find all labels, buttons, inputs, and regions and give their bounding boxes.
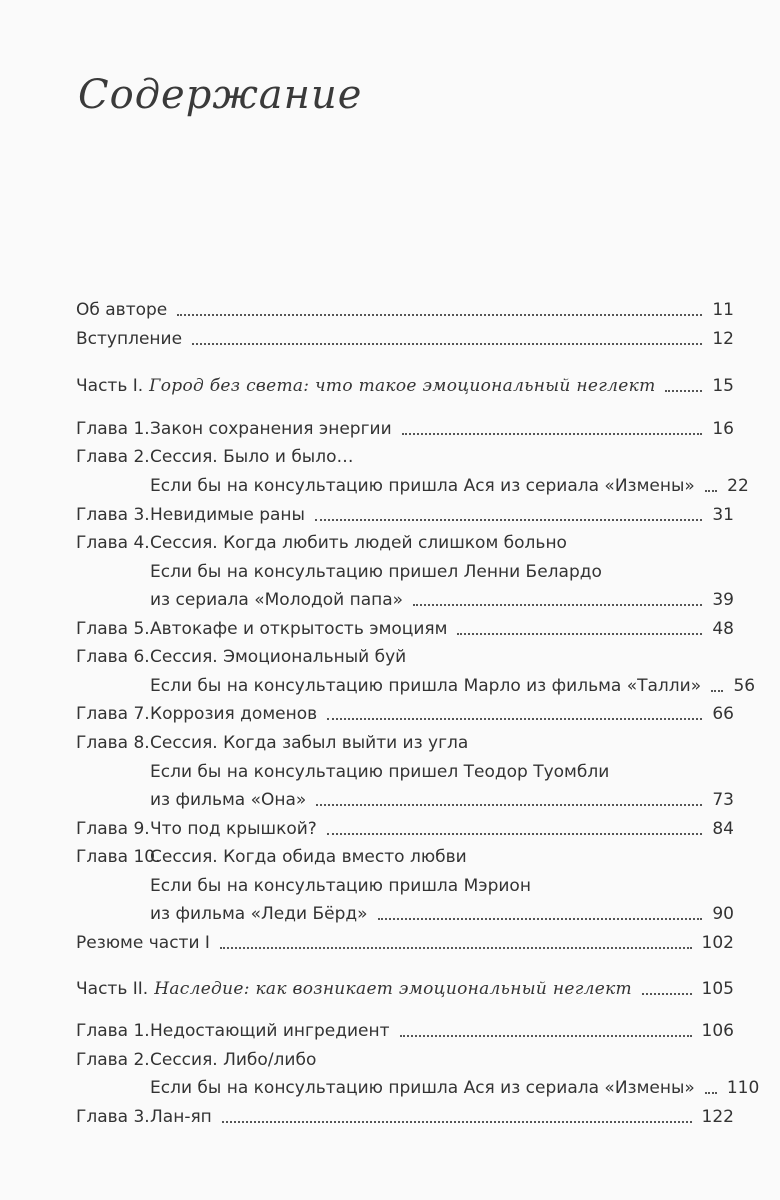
toc-entry-intro[interactable] <box>76 325 734 353</box>
leader-dots <box>642 993 692 995</box>
chapter-label: Глава 6. <box>76 647 150 667</box>
toc-chapter-1-4[interactable] <box>76 529 734 557</box>
toc-chapter-1-4-cont2[interactable] <box>76 586 734 614</box>
page-number: 48 <box>712 619 734 639</box>
toc-chapter-1-3[interactable] <box>76 501 734 529</box>
toc-chapter-1-10[interactable] <box>76 843 734 871</box>
toc-part-1[interactable] <box>76 372 734 400</box>
toc-chapter-1-8[interactable] <box>76 729 734 757</box>
page-title: Содержание <box>78 72 363 118</box>
leader-dots <box>400 1035 692 1037</box>
page-number: 22 <box>727 476 749 496</box>
toc-chapter-1-10-cont2[interactable] <box>76 900 734 928</box>
toc-chapter-2-1[interactable] <box>76 1017 734 1045</box>
page-number: 102 <box>701 933 734 953</box>
leader-dots <box>413 604 702 606</box>
page-number: 39 <box>712 590 734 610</box>
entry-text: Недостающий ингредиент <box>150 1021 390 1041</box>
page-number: 66 <box>712 704 734 724</box>
leader-dots <box>705 1092 717 1094</box>
toc-chapter-1-7[interactable] <box>76 700 734 728</box>
entry-text: Сессия. Когда обида вместо любви <box>150 847 467 867</box>
leader-dots <box>220 947 692 949</box>
chapter-label: Глава 2. <box>76 447 150 467</box>
page-number: 106 <box>701 1021 734 1041</box>
chapter-label: Глава 8. <box>76 733 150 753</box>
leader-dots <box>177 314 702 316</box>
page-number: 105 <box>701 979 734 999</box>
entry-text: Сессия. Когда забыл выйти из угла <box>150 733 469 753</box>
entry-text: Если бы на консультацию пришла Мэрион <box>150 876 531 896</box>
entry-text: Если бы на консультацию пришла Ася из сериала «Измены» <box>150 1078 695 1098</box>
chapter-label: Глава 5. <box>76 619 150 639</box>
entry-text: Если бы на консультацию пришел Теодор Туомбли <box>150 762 610 782</box>
chapter-label: Глава 3. <box>76 1107 150 1127</box>
page-number: 56 <box>733 676 756 696</box>
page-number: 31 <box>712 505 734 525</box>
leader-dots <box>222 1121 692 1123</box>
toc-chapter-1-4-cont[interactable] <box>76 558 734 586</box>
toc-chapter-2-3[interactable] <box>76 1103 734 1131</box>
leader-dots <box>316 804 702 806</box>
entry-text: Закон сохранения энергии <box>150 419 392 439</box>
chapter-label: Глава 9. <box>76 819 150 839</box>
page-number: 11 <box>712 300 734 320</box>
toc-entry-summary-1[interactable] <box>76 929 734 957</box>
page-number: 73 <box>712 790 734 810</box>
entry-text: Сессия. Эмоциональный буй <box>150 647 407 667</box>
toc-chapter-1-2-cont[interactable] <box>76 472 749 500</box>
chapter-label: Глава 4. <box>76 533 150 553</box>
leader-dots <box>192 343 702 345</box>
page-number: 90 <box>712 904 734 924</box>
entry-text: Если бы на консультацию пришел Ленни Белардо <box>150 562 602 582</box>
toc-entry-about[interactable] <box>76 296 734 324</box>
toc-chapter-1-2[interactable] <box>76 443 734 471</box>
entry-text: из фильма «Леди Бёрд» <box>150 904 368 924</box>
toc-chapter-1-6[interactable] <box>76 643 734 671</box>
page-number: 16 <box>712 419 734 439</box>
toc-chapter-1-6-cont[interactable] <box>76 672 756 700</box>
page-number: 84 <box>712 819 734 839</box>
chapter-label: Глава 7. <box>76 704 150 724</box>
entry-text: Сессия. Либо/либо <box>150 1050 317 1070</box>
leader-dots <box>327 718 702 720</box>
entry-text: Сессия. Когда любить людей слишком больно <box>150 533 567 553</box>
part-label: Часть II. <box>76 979 149 999</box>
chapter-label: Глава 3. <box>76 505 150 525</box>
entry-text: Сессия. Было и было… <box>150 447 354 467</box>
toc-chapter-1-8-cont[interactable] <box>76 758 734 786</box>
page-number: 15 <box>712 376 734 396</box>
toc-chapter-1-1[interactable] <box>76 415 734 443</box>
leader-dots <box>705 490 717 492</box>
part-title: Город без света: что такое эмоциональный неглект <box>149 376 656 396</box>
toc-chapter-1-5[interactable] <box>76 615 734 643</box>
leader-dots <box>327 833 702 835</box>
leader-dots <box>402 433 702 435</box>
page-number: 122 <box>701 1107 734 1127</box>
entry-text: Невидимые раны <box>150 505 305 525</box>
leader-dots <box>457 633 702 635</box>
chapter-label: Глава 1. <box>76 1021 150 1041</box>
leader-dots <box>378 918 702 920</box>
page-number: 110 <box>726 1078 760 1098</box>
entry-text: Если бы на консультацию пришла Ася из сериала «Измены» <box>150 476 695 496</box>
page-number: 12 <box>712 329 734 349</box>
toc-chapter-2-2[interactable] <box>76 1046 734 1074</box>
toc-chapter-1-8-cont2[interactable] <box>76 786 734 814</box>
part-label: Часть I. <box>76 376 144 396</box>
entry-text: Что под крышкой? <box>150 819 317 839</box>
entry-text: Резюме части I <box>76 933 210 953</box>
leader-dots <box>711 690 723 692</box>
entry-text: из фильма «Она» <box>150 790 307 810</box>
toc-part-2[interactable] <box>76 975 734 1003</box>
entry-text: Вступление <box>76 329 183 349</box>
leader-dots <box>665 390 702 392</box>
toc-chapter-1-10-cont[interactable] <box>76 872 734 900</box>
entry-text: Если бы на консультацию пришла Марло из фильма «Талли» <box>150 676 702 696</box>
toc-chapter-1-9[interactable] <box>76 815 734 843</box>
entry-text: Автокафе и открытость эмоциям <box>150 619 448 639</box>
entry-text: из сериала «Молодой папа» <box>150 590 404 610</box>
entry-text: Лан-яп <box>150 1107 212 1127</box>
part-title: Наследие: как возникает эмоциональный неглект <box>154 979 632 999</box>
chapter-label: Глава 10. <box>76 847 161 867</box>
chapter-label: Глава 1. <box>76 419 150 439</box>
chapter-label: Глава 2. <box>76 1050 150 1070</box>
leader-dots <box>315 519 702 521</box>
entry-text: Коррозия доменов <box>150 704 318 724</box>
entry-text: Об авторе <box>76 300 168 320</box>
toc-chapter-2-2-cont[interactable] <box>76 1074 760 1102</box>
